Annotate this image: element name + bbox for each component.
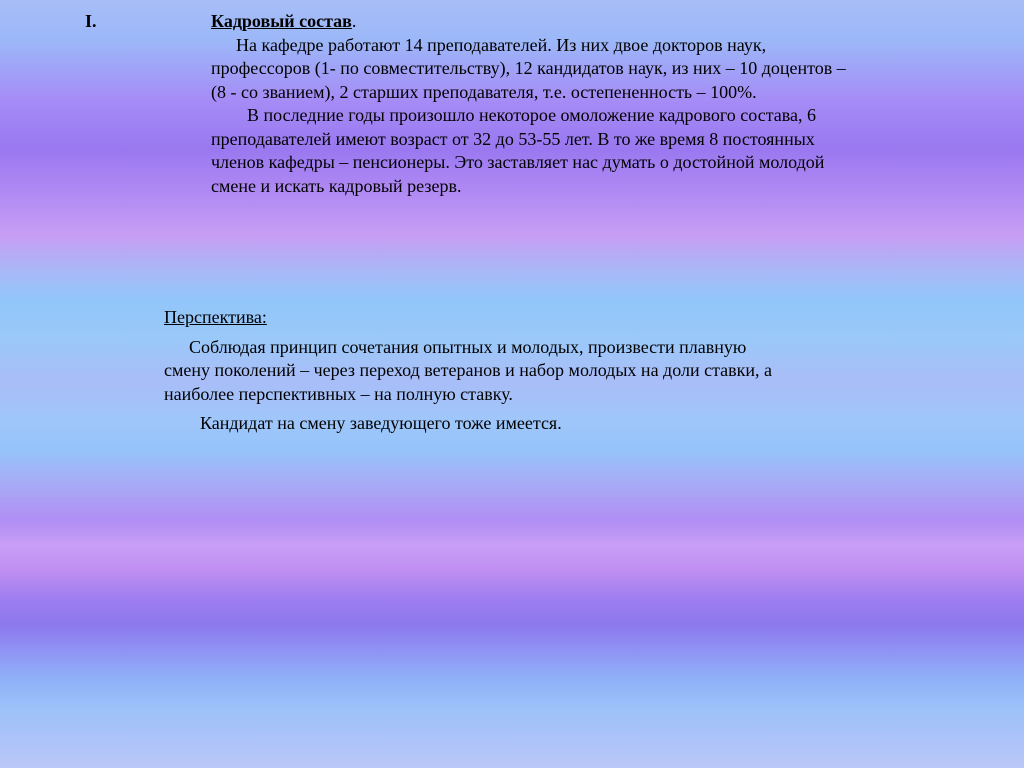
perspective-line-4: Кандидат на смену заведующего тоже имеется. <box>200 413 562 433</box>
staff-line-3: (8 - со званием), 2 старших преподавателя, т.е. остепененность – 100%. <box>211 81 757 102</box>
perspective-line-3: наиболее перспективных – на полную ставку. <box>164 383 513 404</box>
staff-line-1: На кафедре работают 14 преподавателей. Из них двое докторов наук, <box>236 34 767 55</box>
perspective-line-2: смену поколений – через переход ветеранов и набор молодых на доли ставки, а <box>164 360 773 380</box>
perspective-line-1: Соблюдая принцип сочетания опытных и молодых, произвести плавную <box>189 336 747 357</box>
staff-title: Кадровый состав <box>211 11 352 31</box>
staff-heading <box>211 10 951 34</box>
staff-line-2: профессоров (1- по совместительству), 12 кандидатов наук, из них – 10 доцентов – <box>211 58 846 78</box>
staff-title-suffix: . <box>351 11 357 31</box>
staff-line-6: членов кафедры – пенсионеры. Это заставляет нас думать о достойной молодой <box>211 152 825 172</box>
perspective-section <box>164 306 924 436</box>
section-number: I. <box>85 11 97 31</box>
staff-line-7: смене и искать кадровый резерв. <box>211 175 462 196</box>
staff-line-5: преподавателей имеют возраст от 32 до 53-55 лет. В то же время 8 постоянных <box>211 128 815 149</box>
staff-line-4: В последние годы произошло некоторое омоложение кадрового состава, 6 <box>247 105 817 125</box>
staff-section <box>211 10 951 198</box>
perspective-title: Перспектива: <box>164 307 267 327</box>
